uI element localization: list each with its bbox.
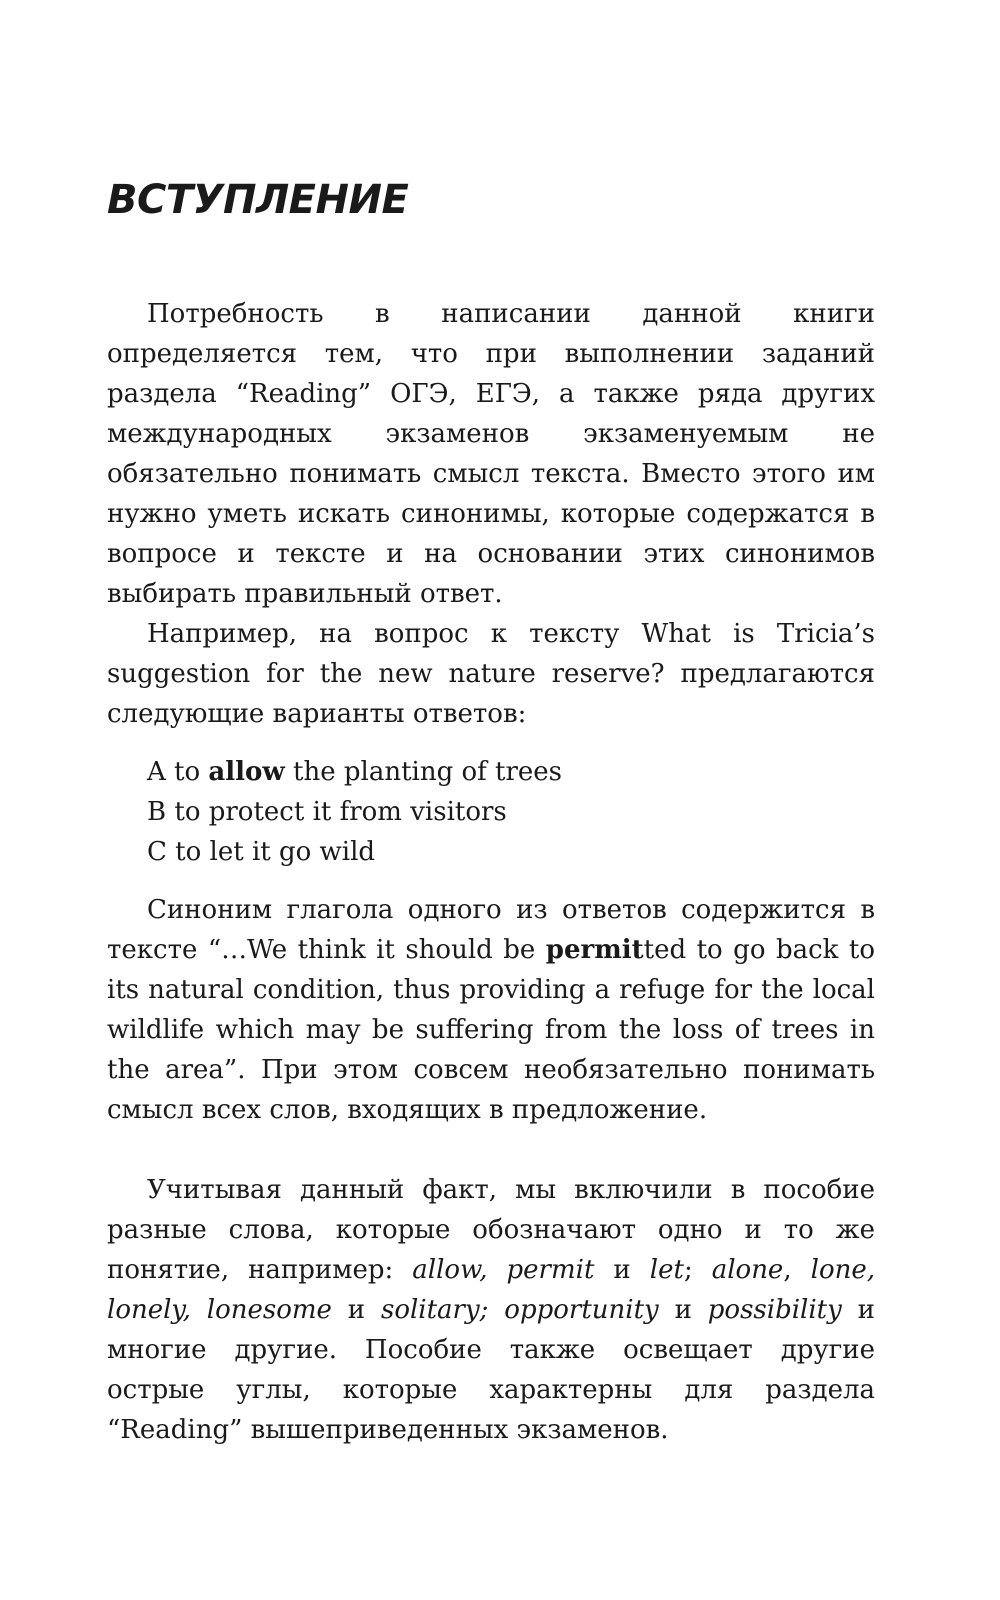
option-a: A to allow the planting of trees (147, 757, 563, 787)
page-title: ВСТУПЛЕНИЕ (107, 177, 409, 223)
answer-options (147, 752, 875, 872)
synonym-keyword: permit (545, 935, 644, 965)
option-c: C to let it go wild (147, 837, 376, 867)
example-paragraph: Например, на вопрос к тексту What is Tricia’s suggestion for the new nature reserve? предлагаются следующие варианты ответов: (107, 619, 875, 729)
conclusion-paragraph: Учитывая данный факт, мы включили в пособие разные слова, которые обозначают одно и то же понятие, например: allow, permit и let; alone, lone, lonely, lonesome и solitary; opportunity и possibility и многие другие. Пособие также освещает другие острые углы, которые характерны для раздела “Reading” вышеприведенных экзаменов. (107, 1175, 876, 1445)
option-a-keyword: allow (208, 757, 285, 787)
intro-paragraph: Потребность в написании данной книги определяется тем, что при выполнении заданий раздела “Reading” ОГЭ, ЕГЭ, а также ряда других международных экзаменов экзаменуемым не обязательно понимать смысл текста. Вместо этого им нужно уметь искать синонимы, которые содержатся в вопросе и тексте и на основании этих синонимов выбирать правильный ответ. (107, 299, 875, 609)
page-content (107, 168, 875, 1450)
option-b: B to protect it from visitors (147, 797, 507, 827)
synonym-paragraph: Синоним глагола одного из ответов содержится в тексте “…We think it should be permitted to go back to its natural condition, thus providing a refuge for the local wildlife which may be suffering from the loss of trees in the area”. При этом совсем необязательно понимать смысл всех слов, входящих в предложение. (107, 895, 875, 1125)
